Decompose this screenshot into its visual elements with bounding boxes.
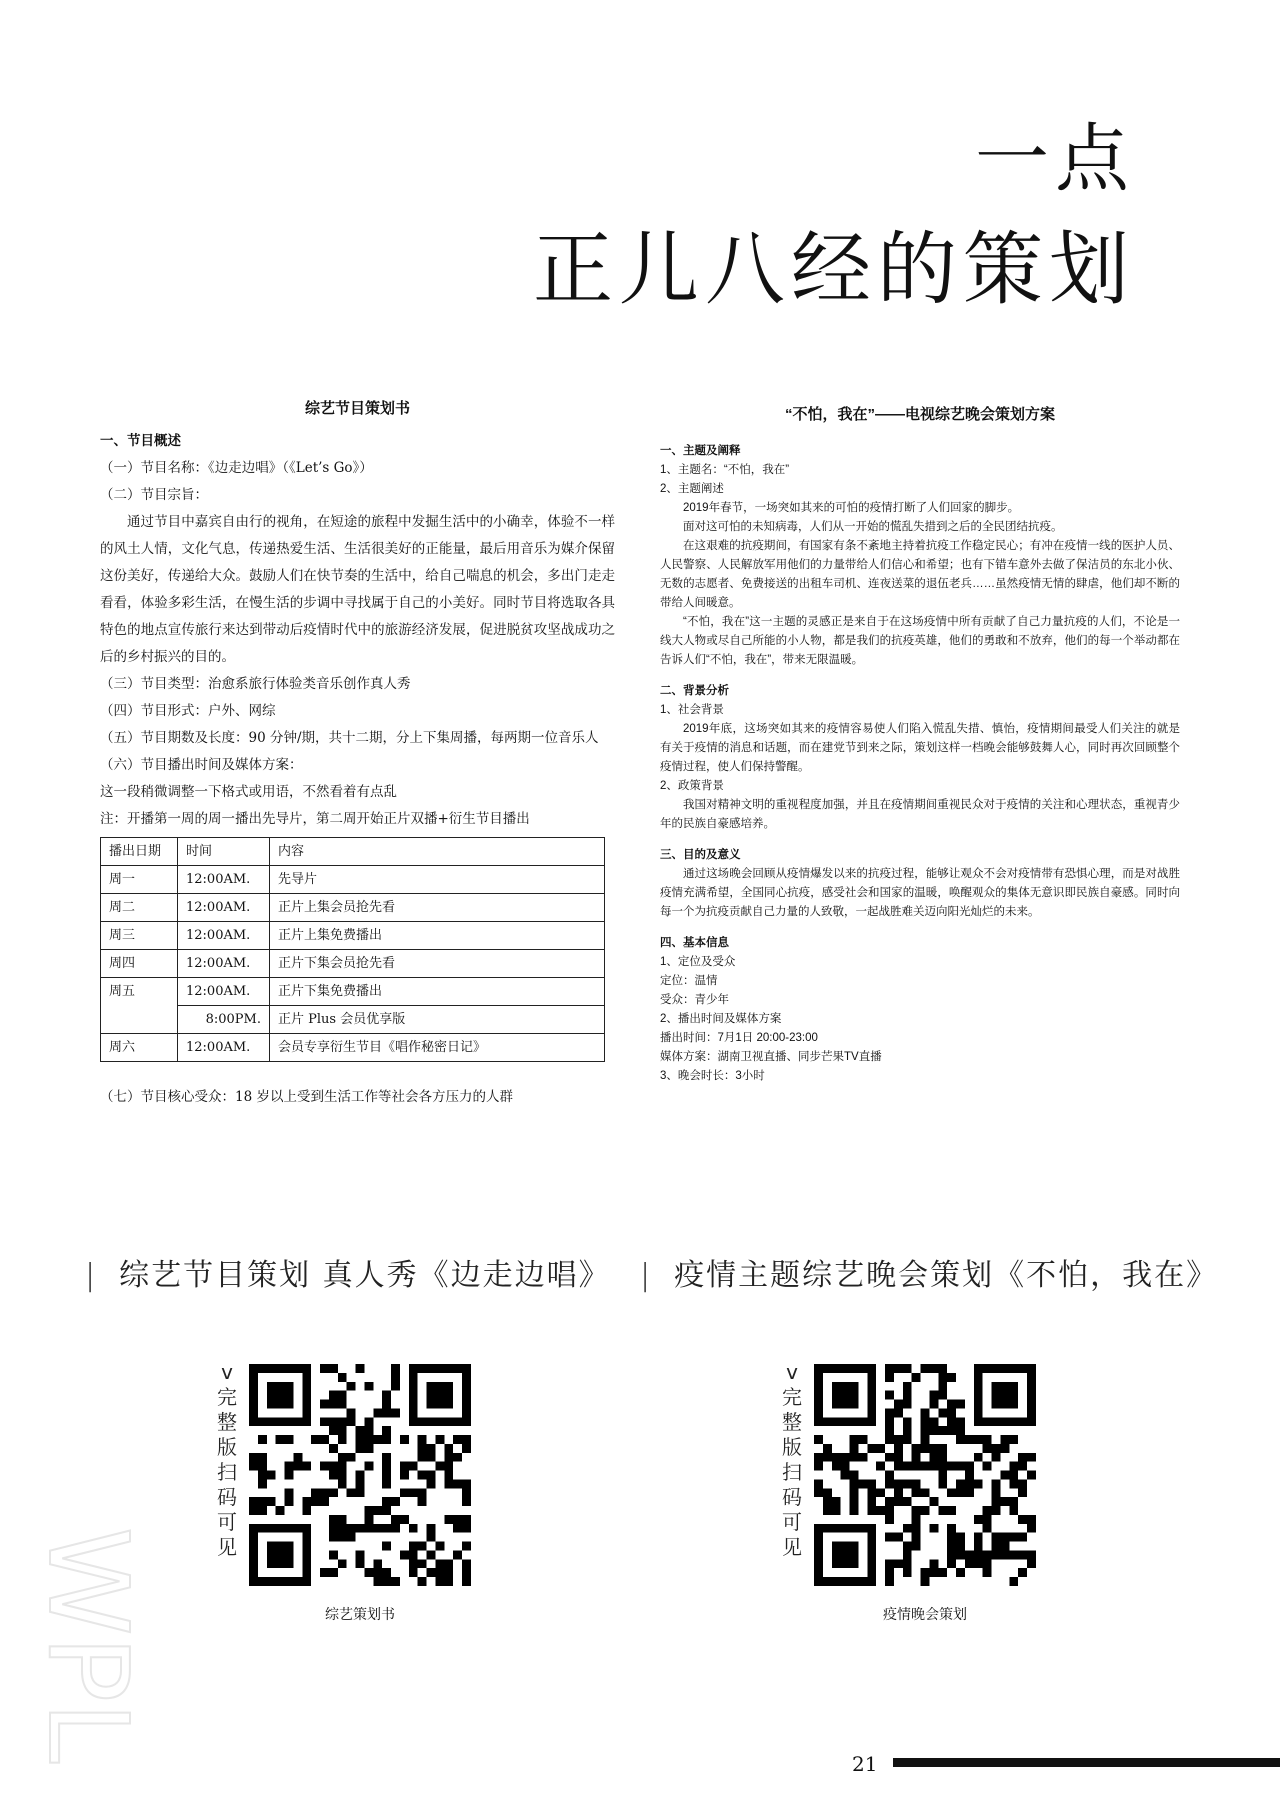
broadcast-schedule-table: [100, 837, 605, 1062]
text-line: 1、社会背景: [660, 704, 724, 716]
table-cell: 先导片: [270, 866, 605, 894]
table-cell: 12:00AM.: [178, 1034, 270, 1062]
qr-caption: 综艺策划书: [325, 1606, 395, 1622]
table-header-row: [101, 838, 605, 866]
svg-text:WPL: WPL: [24, 1526, 152, 1764]
text-line: 受众：青少年: [660, 994, 729, 1006]
text-line: 注：开播第一周的周一播出先导片，第二周开始正片双播+衍生节目播出: [100, 811, 530, 827]
table-row: [101, 894, 605, 922]
scan-hint-label: v完整版扫码可见: [217, 1360, 237, 1559]
text-line: （四）节目形式：户外、网综: [100, 703, 276, 719]
table-cell: 正片下集免费播出: [270, 978, 605, 1006]
table-cell: 12:00AM.: [178, 866, 270, 894]
table-cell: 周四: [101, 950, 178, 978]
doc-title: “不怕，我在”——电视综艺晚会策划方案: [784, 406, 1055, 423]
bar-label: 疫情主题综艺晚会策划《不怕，我在》: [674, 1258, 1219, 1293]
table-header-cell: 播出日期: [101, 838, 178, 866]
table-cell: 周五: [101, 978, 178, 1034]
text-line: 2、政策背景: [660, 780, 724, 792]
section-heading: 四、基本信息: [660, 937, 729, 949]
text-line: 2、主题阐述: [660, 483, 724, 495]
paragraph: 我国对精神文明的重视程度加强，并且在疫情期间重视民众对于疫情的关注和心理状态，重视青少年的民族自豪感培养。: [660, 799, 1180, 830]
text-line: 媒体方案：湖南卫视直播、同步芒果TV直播: [660, 1051, 882, 1063]
table-row: [101, 950, 605, 978]
table-cell: 12:00AM.: [178, 922, 270, 950]
table-row: [101, 978, 605, 1006]
table-cell: 正片 Plus 会员优享版: [270, 1006, 605, 1034]
table-row: [101, 922, 605, 950]
table-cell: 周六: [101, 1034, 178, 1062]
paragraph: 2019年底，这场突如其来的疫情容易使人们陷入慌乱失措、慎怡，疫情期间最受人们关注的就是有关于疫情的消息和话题，而在建党节到来之际，策划这样一档晚会能够鼓舞人心，同时再次回顾整个疫情过程，使人们保持警醒。: [660, 723, 1180, 773]
paragraph: 2019年春节，一场突如其来的可怕的疫情打断了人们回家的脚步。: [683, 502, 1020, 514]
text-line: 1、定位及受众: [660, 956, 736, 968]
table-cell: 周二: [101, 894, 178, 922]
table-cell: 正片上集免费播出: [270, 922, 605, 950]
text-line: （六）节目播出时间及媒体方案：: [100, 757, 303, 773]
section-heading: 一、节目概述: [100, 433, 181, 449]
wpl-watermark-logo: [0, 1480, 152, 1810]
section-heading: 一、主题及阐释: [660, 445, 741, 457]
headline-line-2: 正儿八经的策划: [533, 223, 1135, 316]
qr-code-icon[interactable]: [249, 1364, 471, 1586]
text-line: 定位：温情: [660, 975, 718, 987]
text-line: （二）节目宗旨：: [100, 487, 208, 503]
table-row: [101, 1034, 605, 1062]
variety-show-plan-document: [100, 395, 615, 1111]
table-cell: 正片上集会员抢先看: [270, 894, 605, 922]
qr-caption: 疫情晚会策划: [883, 1606, 967, 1622]
text-line: 播出时间：7月1日 20:00-23:00: [660, 1032, 818, 1044]
bar-separator: |: [640, 1258, 653, 1293]
paragraph: 通过节目中嘉宾自由行的视角，在短途的旅程中发掘生活中的小确幸，体验不一样的风土人情，文化气息，传递热爱生活、生活很美好的正能量，最后用音乐为媒介保留这份美好，传递给大众。鼓励人们在快节奏的生活中，给自己喘息的机会，多出门走走看看，体验多彩生活，在慢生活的步调中寻找属于自己的小美好。同时节目将选取各具特色的地点宣传旅行来达到带动后疫情时代中的旅游经济发展，促进脱贫攻坚战成功之后的乡村振兴的目的。: [100, 514, 615, 665]
text-line: 2、播出时间及媒体方案: [660, 1013, 782, 1025]
text-line: 1、主题名：“不怕，我在”: [660, 464, 790, 476]
table-header-cell: 内容: [270, 838, 605, 866]
section-heading: 三、目的及意义: [660, 849, 741, 861]
qr-code-icon[interactable]: [814, 1364, 1036, 1586]
text-line: （一）节目名称：《边走边唱》（《Let’s Go》）: [100, 460, 373, 476]
table-cell: 12:00AM.: [178, 894, 270, 922]
text-line: 这一段稍微调整一下格式或用语，不然看着有点乱: [100, 784, 397, 800]
table-cell: 会员专享衍生节目《唱作秘密日记》: [270, 1034, 605, 1062]
paragraph: 通过这场晚会回顾从疫情爆发以来的抗疫过程，能够让观众不会对疫情带有恐惧心理，而是对战胜疫情充满希望，全国同心抗疫，感受社会和国家的温暖，唤醒观众的集体无意识即民族自豪感。同时向每一个为抗疫贡献自己力量的人致敬，一起战胜难关迈向阳光灿烂的未来。: [660, 868, 1180, 918]
doc-title: 综艺节目策划书: [304, 399, 410, 417]
section-heading: 二、背景分析: [660, 685, 729, 697]
section-bar-variety-show: [85, 1250, 611, 1294]
bar-label: 综艺节目策划 真人秀《边走边唱》: [119, 1258, 611, 1293]
headline-line-1: 一点: [975, 116, 1135, 202]
table-cell: 周一: [101, 866, 178, 894]
text-line: （五）节目期数及长度：90 分钟/期，共十二期，分上下集周播，每两期一位音乐人: [100, 730, 599, 746]
paragraph: “不怕，我在”这一主题的灵感正是来自于在这场疫情中所有贡献了自己力量抗疫的人们，不论是一线大人物或尽自己所能的小人物，都是我们的抗疫英雄，他们的勇敢和不放弃，他们的每一个举动都在告诉人们“不怕，我在”，带来无限温暖。: [660, 616, 1180, 666]
table-header-cell: 时间: [178, 838, 270, 866]
page-number: 21: [852, 1752, 878, 1776]
table-row: [101, 866, 605, 894]
bar-separator: |: [85, 1258, 98, 1293]
section-bar-gala: [640, 1250, 1218, 1294]
table-cell: 8:00PM.: [178, 1006, 270, 1034]
table-cell: 12:00AM.: [178, 978, 270, 1006]
text-line: （七）节目核心受众：18 岁以上受到生活工作等社会各方压力的人群: [100, 1089, 513, 1105]
gala-plan-document: [660, 405, 1180, 1086]
table-cell: 正片下集会员抢先看: [270, 950, 605, 978]
table-cell: 周三: [101, 922, 178, 950]
text-line: 3、晚会时长：3小时: [660, 1070, 765, 1082]
footer-rule: [893, 1758, 1280, 1767]
scan-hint-label: v完整版扫码可见: [782, 1360, 802, 1559]
table-cell: 12:00AM.: [178, 950, 270, 978]
paragraph: 在这艰难的抗疫期间，有国家有条不紊地主持着抗疫工作稳定民心；有冲在疫情一线的医护人员、人民警察、人民解放军用他们的力量带给人们信心和希望；也有下错车意外去做了保洁员的东北小伙、无数的志愿者、免费接送的出租车司机、连夜送菜的退伍老兵……虽然疫情无情的肆虐，他们却不断的带给人间暖意。: [660, 540, 1180, 609]
text-line: （三）节目类型：治愈系旅行体验类音乐创作真人秀: [100, 676, 411, 692]
paragraph: 面对这可怕的未知病毒，人们从一开始的慌乱失措到之后的全民团结抗疫。: [683, 521, 1063, 533]
